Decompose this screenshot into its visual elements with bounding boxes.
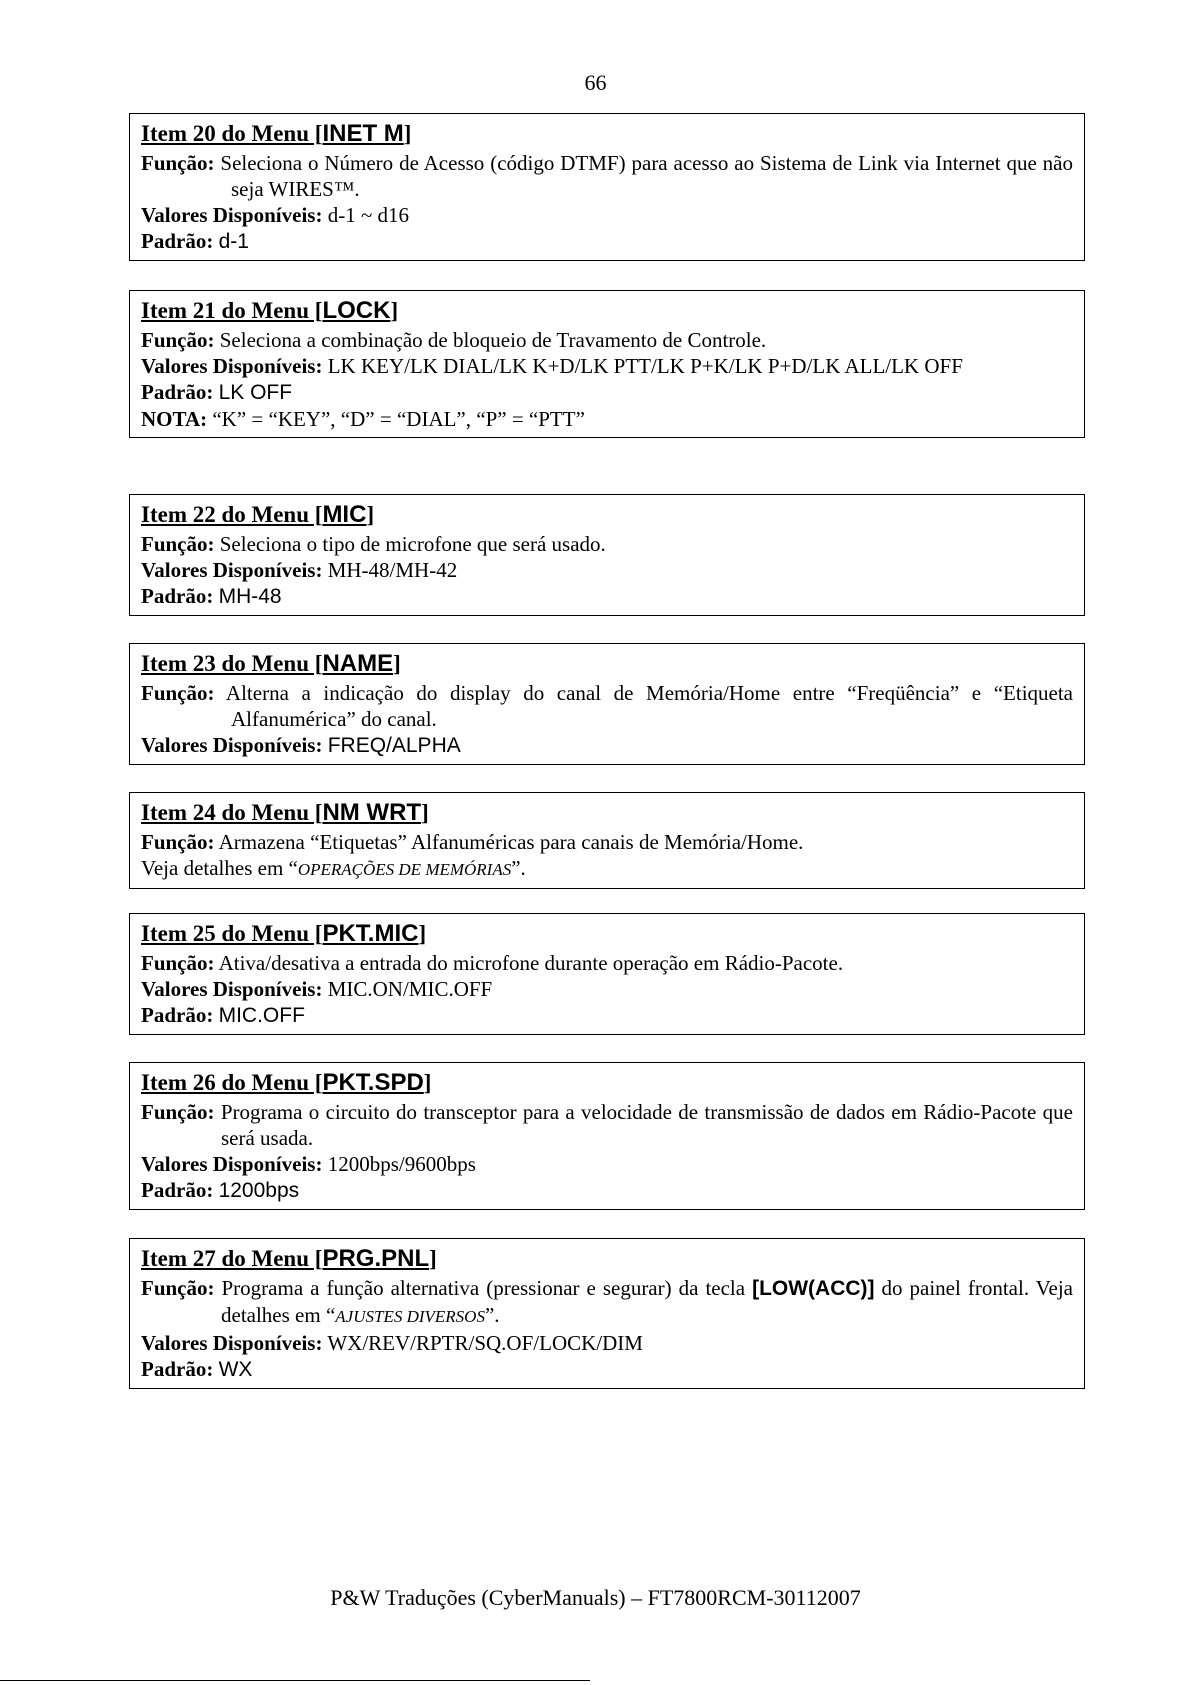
cross-reference: AJUSTES DIVERSOS bbox=[335, 1307, 485, 1326]
menu-item-25-title: Item 25 do Menu [PKT.MIC] bbox=[141, 920, 427, 947]
veja-line: Veja detalhes em “OPERAÇÕES DE MEMÓRIAS”. bbox=[141, 856, 526, 880]
funcao-line: Função: Armazena “Etiquetas” Alfanuméricas para canais de Memória/Home. bbox=[141, 830, 804, 854]
padrao-line: Padrão: WX bbox=[141, 1357, 253, 1381]
page-footer: P&W Traduções (CyberManuals) – FT7800RCM-30112007 bbox=[330, 1585, 861, 1610]
funcao-line: Função: Alterna a indicação do display do canal de Memória/Home entre “Freqüência” e “Etiqueta Alfanumérica” do canal. bbox=[141, 681, 1073, 731]
valores-line: Valores Disponíveis: d-1 ~ d16 bbox=[141, 203, 410, 227]
funcao-line: Função: Seleciona o Número de Acesso (código DTMF) para acesso ao Sistema de Link via Internet que não seja WIRES™. bbox=[141, 151, 1073, 201]
menu-item-24-title: Item 24 do Menu [NM WRT] bbox=[141, 799, 429, 826]
funcao-line: Função: Programa a função alternativa (pressionar e segurar) da tecla [LOW(ACC)] do painel frontal. Veja detalhes em “AJUSTES DIVERSOS”. bbox=[141, 1276, 1073, 1327]
menu-item-25-box bbox=[129, 913, 1085, 1035]
valores-line: Valores Disponíveis: MH-48/MH-42 bbox=[141, 558, 458, 582]
menu-item-23-title: Item 23 do Menu [NAME] bbox=[141, 650, 401, 677]
padrao-line: Padrão: MH-48 bbox=[141, 584, 282, 608]
funcao-line: Função: Seleciona o tipo de microfone que será usado. bbox=[141, 532, 606, 556]
menu-item-27-box bbox=[129, 1238, 1085, 1389]
valores-line: Valores Disponíveis: 1200bps/9600bps bbox=[141, 1152, 476, 1176]
key-label: [LOW(ACC)] bbox=[752, 1277, 875, 1300]
padrao-line: Padrão: LK OFF bbox=[141, 380, 293, 404]
valores-line: Valores Disponíveis: WX/REV/RPTR/SQ.OF/LOCK/DIM bbox=[141, 1331, 643, 1355]
funcao-line: Função: Programa o circuito do transceptor para a velocidade de transmissão de dados em Rádio-Pacote que será usada. bbox=[141, 1100, 1074, 1150]
funcao-line: Função: Seleciona a combinação de bloqueio de Travamento de Controle. bbox=[141, 328, 767, 352]
cross-reference: OPERAÇÕES DE MEMÓRIAS bbox=[297, 860, 512, 879]
menu-item-20-title: Item 20 do Menu [INET M] bbox=[141, 120, 412, 147]
funcao-line: Função: Ativa/desativa a entrada do microfone durante operação em Rádio-Pacote. bbox=[141, 951, 844, 975]
valores-line: Valores Disponíveis: MIC.ON/MIC.OFF bbox=[141, 977, 493, 1001]
menu-item-20-box bbox=[129, 113, 1085, 261]
footer-rule bbox=[0, 1680, 590, 1681]
menu-item-23-box bbox=[129, 643, 1085, 765]
menu-item-21-box bbox=[129, 290, 1085, 438]
menu-item-22-box bbox=[129, 494, 1085, 616]
padrao-line: Padrão: MIC.OFF bbox=[141, 1003, 305, 1027]
menu-item-22-title: Item 22 do Menu [MIC] bbox=[141, 501, 375, 528]
menu-item-21-title: Item 21 do Menu [LOCK] bbox=[141, 297, 399, 324]
menu-item-26-box bbox=[129, 1062, 1085, 1210]
valores-line: Valores Disponíveis: LK KEY/LK DIAL/LK K+D/LK PTT/LK P+K/LK P+D/LK ALL/LK OFF bbox=[141, 354, 963, 378]
valores-line: Valores Disponíveis: FREQ/ALPHA bbox=[141, 733, 461, 757]
nota-line: NOTA: “K” = “KEY”, “D” = “DIAL”, “P” = “PTT” bbox=[141, 407, 585, 431]
page-number: 66 bbox=[584, 70, 607, 95]
menu-item-26-title: Item 26 do Menu [PKT.SPD] bbox=[141, 1069, 432, 1096]
padrao-line: Padrão: d-1 bbox=[141, 229, 249, 253]
menu-item-24-box bbox=[129, 792, 1085, 889]
menu-item-27-title: Item 27 do Menu [PRG.PNL] bbox=[141, 1245, 437, 1272]
padrao-line: Padrão: 1200bps bbox=[141, 1178, 300, 1202]
